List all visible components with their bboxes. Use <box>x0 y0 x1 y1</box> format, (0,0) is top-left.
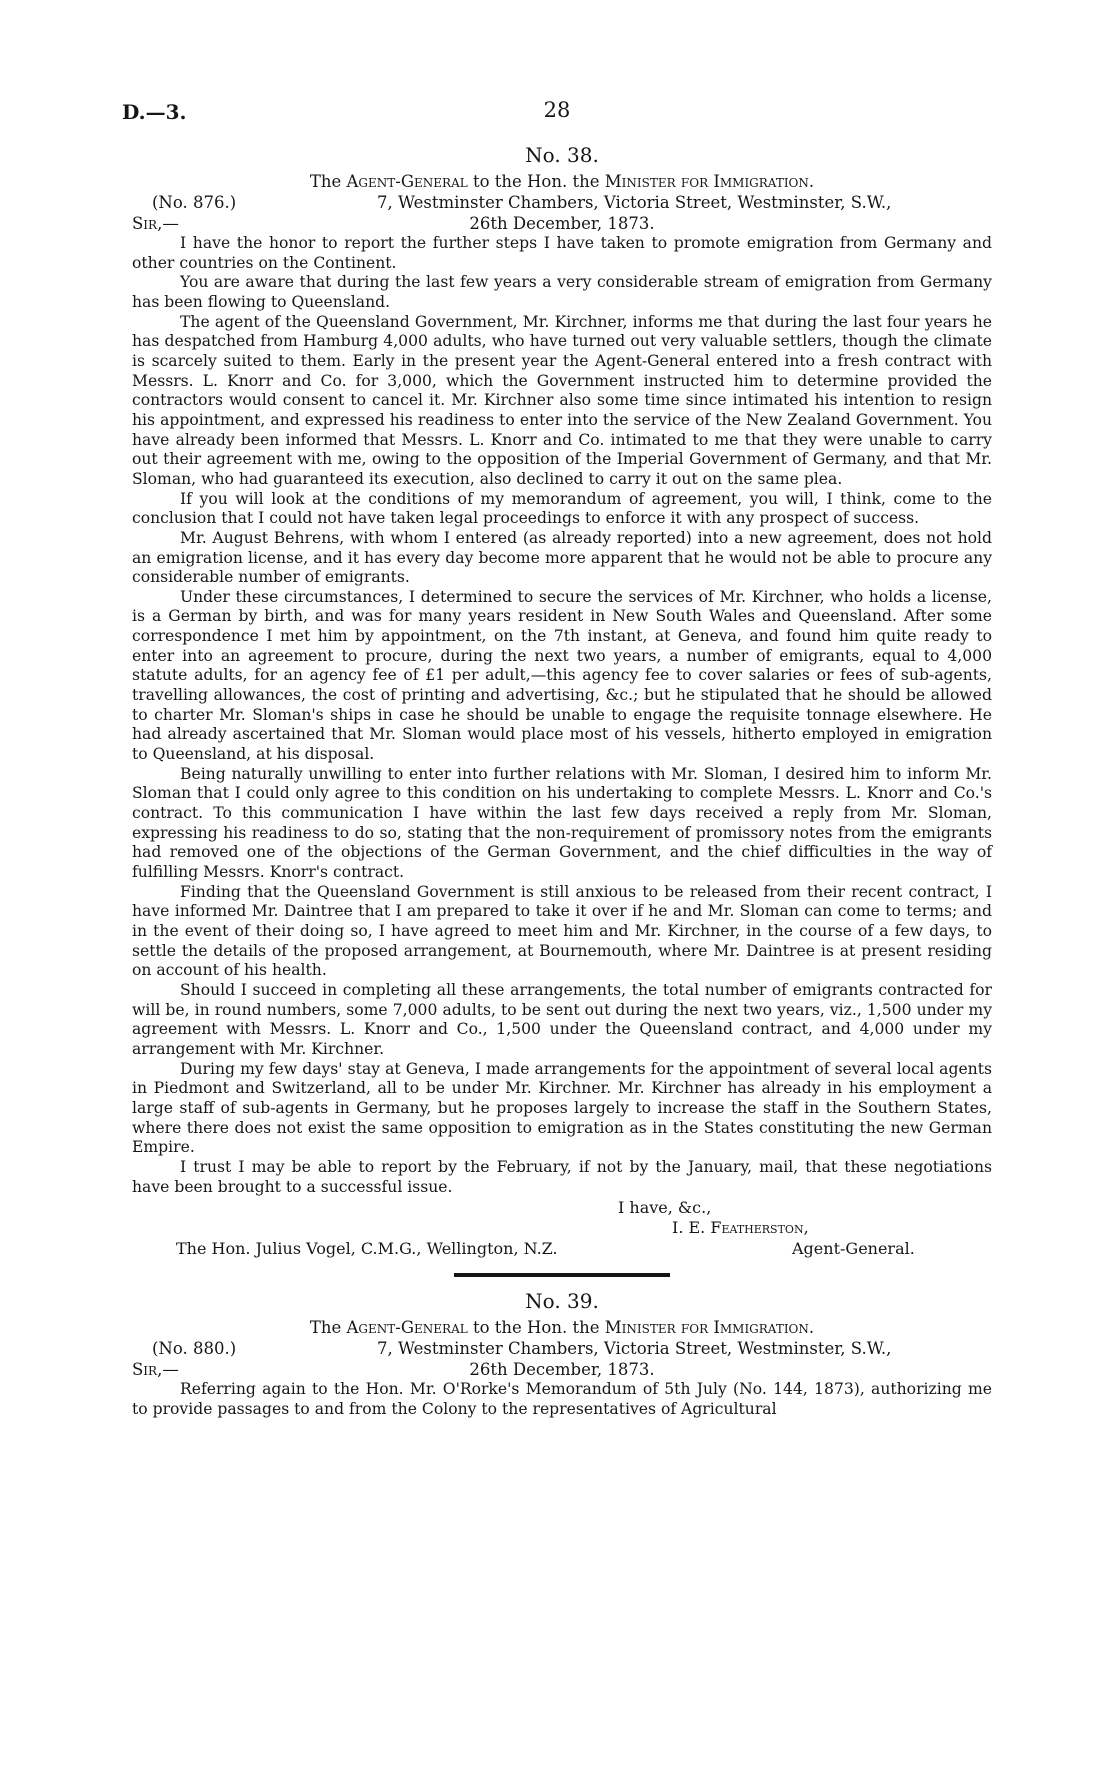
addressee-title: Minister for Immigration. <box>604 172 815 191</box>
letter-date: 26th December, 1873. <box>469 214 655 233</box>
letter-date: 26th December, 1873. <box>469 1360 655 1380</box>
letter-address: 7, Westminster Chambers, Victoria Street, Westminster, S.W., <box>377 193 892 212</box>
paragraph: I have the honor to report the further steps I have taken to promote emigration from Germany and other countries on the Continent. <box>132 234 992 272</box>
paragraph: Finding that the Queensland Government is still anxious to be released from their recent contract, I have informed Mr. Daintree that I am prepared to take it over if he and Mr. Sloman can come to terms; and in the event of their doing so, I have agreed to meet him and Mr. Kirchner, in the course of a few days, to settle the details of the proposed arrangement, at Bournemouth, where Mr. Daintree is at present residing on account of his health. <box>132 882 992 980</box>
letter-no-38 <box>132 143 992 1419</box>
paragraph: Referring again to the Hon. Mr. O'Rorke's Memorandum of 5th July (No. 144, 1873), authorizing me to provide passages to and from the Colony to the representatives of Agricultural <box>132 1380 992 1418</box>
paragraph: If you will look at the conditions of my memorandum of agreement, you will, I think, come to the conclusion that I could not have taken legal proceedings to enforce it with any prospect of success. <box>132 489 992 528</box>
section-divider <box>454 1273 670 1277</box>
letter-heading: The Agent-General to the Hon. the Minister for Immigration. <box>309 1318 815 1338</box>
heading-connector: to the Hon. the <box>472 172 600 191</box>
heading-connector: to the Hon. the <box>472 1318 600 1338</box>
letter-ref-no: (No. 880.) <box>152 1339 237 1359</box>
letter-no-39 <box>132 1289 992 1419</box>
paragraph: The agent of the Queensland Government, Mr. Kirchner, informs me that during the last four years he has despatched from Hamburg 4,000 adults, who have turned out very valuable settlers, though the climate is scarcely suited to them. Early in the present year the Agent-General entered into a fresh contract with Messrs. L. Knorr and Co. for 3,000, which the Government instructed him to determine provided the contractors would consent to cancel it. Mr. Kirchner also some time since intimated his intention to resign his appointment, and expressed his readiness to enter into the service of the New Zealand Government. You have already been informed that Messrs. L. Knorr and Co. intimated to me that they were unable to carry out their agreement with me, owing to the opposition of the Imperial Government of Germany, and that Mr. Sloman, who had guaranteed its execution, also declined to carry it out on the same plea. <box>132 312 992 488</box>
letter-date-row <box>132 1359 992 1380</box>
paragraph: You are aware that during the last few years a very considerable stream of emigration from Germany has been flowing to Queensland. <box>132 273 992 311</box>
letter-number: No. 38. <box>525 143 599 167</box>
letter-heading: The Agent-General to the Hon. the Minister for Immigration. <box>309 172 815 191</box>
sender: Agent-General <box>346 1318 468 1338</box>
paragraph: During my few days' stay at Geneva, I made arrangements for the appointment of several local agents in Piedmont and Switzerland, all to be under Mr. Kirchner. Mr. Kirchner has already in his employment a large staff of sub-agents in Germany, but he proposes largely to increase the staff in the Southern States, where there does not exist the same opposition to emigration as in the States constituting the new German Empire. <box>132 1059 992 1157</box>
paragraph: Under these circumstances, I determined to secure the services of Mr. Kirchner, who holds a license, is a German by birth, and was for many years resident in New South Wales and Queensland. After some correspondence I met him by appointment, on the 7th instant, at Geneva, and found him quite ready to enter into an agreement to procure, during the next two years, a number of emigrants, equal to 4,000 statute adults, for an agency fee of £1 per adult,—this agency fee to cover salaries or fees of sub-agents, travelling allowances, the cost of printing and advertising, &c.; but he stipulated that he should be allowed to charter Mr. Sloman's ships in case he should be unable to engage the requisite tonnage elsewhere. He had already ascertained that Mr. Sloman would place most of his vessels, hitherto employed in emigration to Queensland, at his disposal. <box>132 587 992 764</box>
recipient: The Hon. Julius Vogel, C.M.G., Wellington, N.Z. <box>176 1239 558 1259</box>
page-number: 28 <box>543 98 571 122</box>
salutation: Sir,— <box>132 1360 179 1380</box>
signature: I. E. Featherston, <box>672 1218 809 1238</box>
letter-body <box>132 1380 992 1419</box>
letter-number: No. 39. <box>525 1289 599 1314</box>
letter-date-row <box>132 213 992 234</box>
letter-address-row <box>132 1338 992 1359</box>
letter-ref-no: (No. 876.) <box>152 193 237 212</box>
salutation: Sir,— <box>132 214 179 233</box>
letter-address-row <box>132 192 992 213</box>
signer-title: Agent-General. <box>792 1239 915 1259</box>
closing-phrase: I have, &c., <box>618 1198 712 1218</box>
document-reference: D.—3. <box>122 100 187 124</box>
sender: Agent-General <box>346 172 468 191</box>
paragraph: Should I succeed in completing all these arrangements, the total number of emigrants contracted for will be, in round numbers, some 7,000 adults, to be sent out during the next two years, viz., 1,500 under my agreement with Messrs. L. Knorr and Co., 1,500 under the Queensland contract, and 4,000 under my arrangement with Mr. Kirchner. <box>132 980 992 1058</box>
letter-body <box>132 234 992 1197</box>
paragraph: Mr. August Behrens, with whom I entered (as already reported) into a new agreement, does not hold an emigration license, and it has every day become more apparent that he would not be able to procure any considerable number of emigrants. <box>132 528 992 587</box>
paragraph: I trust I may be able to report by the February, if not by the January, mail, that these negotiations have been brought to a successful issue. <box>132 1157 992 1196</box>
addressee-title: Minister for Immigration. <box>604 1318 815 1338</box>
letter-closing <box>132 1197 992 1259</box>
paragraph: Being naturally unwilling to enter into further relations with Mr. Sloman, I desired him to inform Mr. Sloman that I could only agree to this condition on his undertaking to complete Messrs. L. Knorr and Co.'s contract. To this communication I have within the last few days received a reply from Mr. Sloman, expressing his readiness to do so, stating that the non-requirement of promissory notes from the emigrants had removed one of the objections of the German Government, and the chief difficulties in the way of fulfilling Messrs. Knorr's contract. <box>132 764 992 881</box>
letter-address: 7, Westminster Chambers, Victoria Street, Westminster, S.W., <box>377 1339 892 1359</box>
